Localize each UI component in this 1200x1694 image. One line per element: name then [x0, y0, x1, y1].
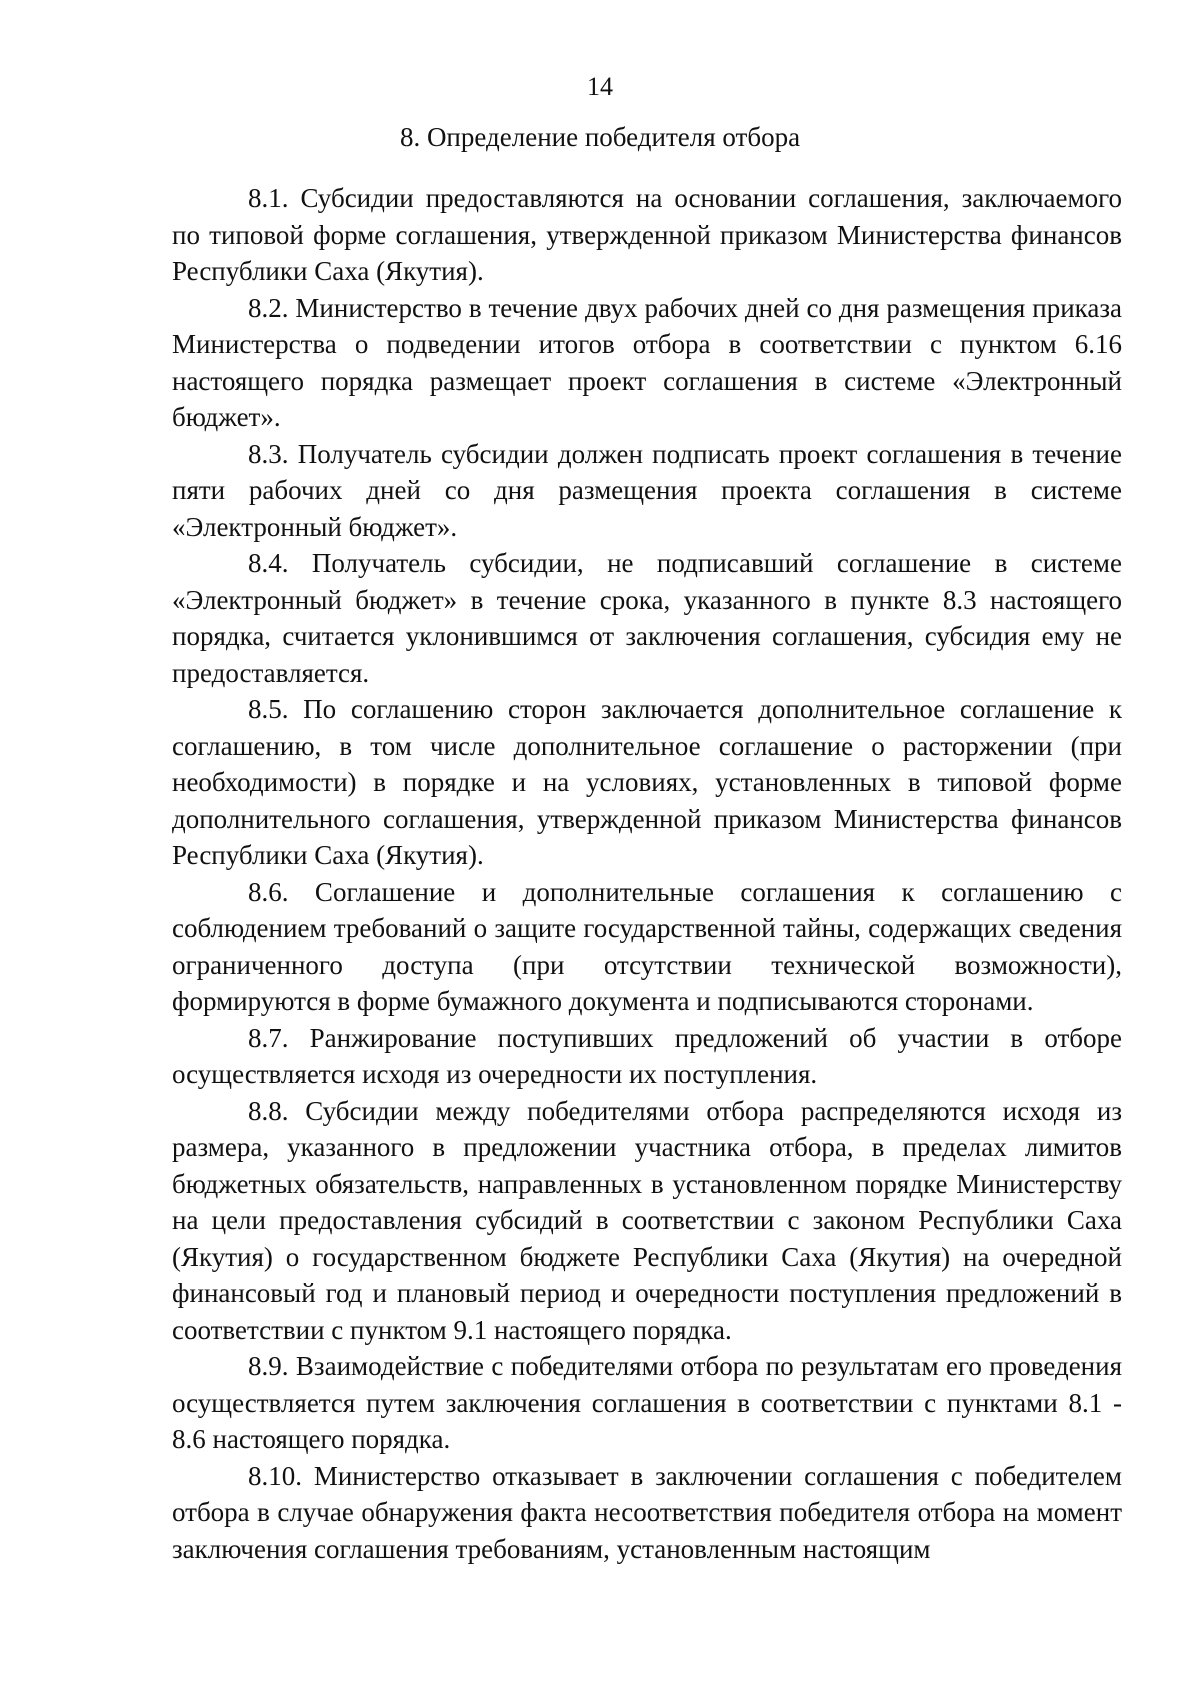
- page-number: 14: [587, 72, 613, 101]
- paragraph-8-1: 8.1. Субсидии предоставляются на основании соглашения, заключаемого по типовой форме соглашения, утвержденной приказом Министерства финансов Республики Саха (Якутия).: [172, 183, 1122, 286]
- section-title: 8. Определение победителя отбора: [399, 122, 801, 152]
- paragraph-8-2: 8.2. Министерство в течение двух рабочих дней со дня размещения приказа Министерства о подведении итогов отбора в соответствии с пунктом 6.16 настоящего порядка размещает проект соглашения в системе «Электронный бюджет».: [172, 292, 1122, 432]
- paragraph-8-7: 8.7. Ранжирование поступивших предложений об участии в отборе осуществляется исходя из очередности их поступления.: [172, 1022, 1122, 1089]
- paragraph-8-10: 8.10. Министерство отказывает в заключении соглашения с победителем отбора в случае обнаружения факта несоответствия победителя отбора на момент заключения соглашения требованиям, установленным настоящим: [172, 1460, 1122, 1564]
- paragraph-8-9: 8.9. Взаимодействие с победителями отбора по результатам его проведения осуществляется путем заключения соглашения в соответствии с пунктами 8.1 - 8.6 настоящего порядка.: [172, 1351, 1122, 1454]
- paragraph-8-4: 8.4. Получатель субсидии, не подписавший соглашение в системе «Электронный бюджет» в течение срока, указанного в пункте 8.3 настоящего порядка, считается уклонившимся от заключения соглашения, субсидия ему не предоставляется.: [172, 548, 1122, 688]
- document-body: [172, 180, 1122, 1567]
- paragraph-8-5: 8.5. По соглашению сторон заключается дополнительное соглашение к соглашению, в том числе дополнительное соглашение о расторжении (при необходимости) в порядке и на условиях, установленных в типовой форме дополнительного соглашения, утвержденной приказом Министерства финансов Республики Саха (Якутия).: [172, 694, 1122, 870]
- paragraph-8-8: 8.8. Субсидии между победителями отбора распределяются исходя из размера, указанного в предложении участника отбора, в пределах лимитов бюджетных обязательств, направленных в установленном порядке Министерству на цели предоставления субсидий в соответствии с законом Республики Саха (Якутия) о государственном бюджете Республики Саха (Якутия) на очередной финансовый год и плановый период и очередности поступления предложений в соответствии с пунктом 9.1 настоящего порядка.: [172, 1095, 1122, 1345]
- paragraph-8-3: 8.3. Получатель субсидии должен подписать проект соглашения в течение пяти рабочих дней со дня размещения проекта соглашения в системе «Электронный бюджет».: [172, 438, 1122, 542]
- paragraph-8-6: 8.6. Соглашение и дополнительные соглашения к соглашению с соблюдением требований о защите государственной тайны, содержащих сведения ограниченного доступа (при отсутствии технической возможности), формируются в форме бумажного документа и подписываются сторонами.: [172, 876, 1122, 1016]
